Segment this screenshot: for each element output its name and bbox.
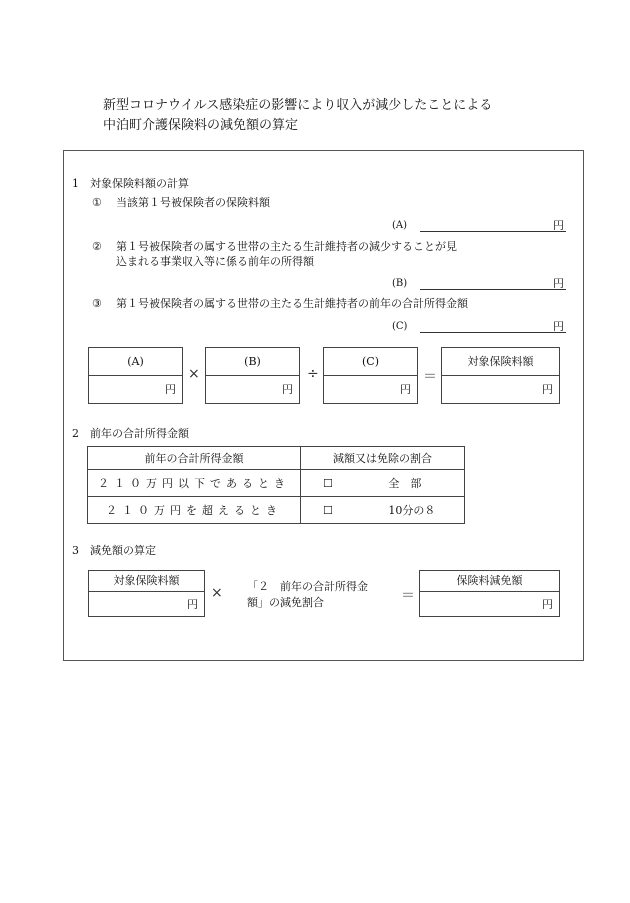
formula-box-c-unit: 円 <box>400 383 411 396</box>
reduction-box-reduced-premium[interactable] <box>419 570 560 617</box>
checkbox-icon[interactable]: ☐ <box>323 477 333 490</box>
reduction-ratio-reference-line2: 額」の減免割合 <box>247 596 324 609</box>
item2-amount-field[interactable] <box>420 275 566 290</box>
item3-text: 第１号被保険者の属する世帯の主たる生計維持者の前年の合計所得金額 <box>116 297 468 310</box>
section1-heading: 1 対象保険料額の計算 <box>72 177 189 190</box>
formula-box-target-header: 対象保険料額 <box>442 348 559 376</box>
reduction-box-reduced-unit: 円 <box>542 598 553 611</box>
formula-box-target-premium[interactable] <box>441 347 560 404</box>
calculation-frame <box>63 150 584 661</box>
formula-box-b[interactable] <box>205 347 300 404</box>
reduction-box-reduced-header: 保険料減免額 <box>420 571 559 592</box>
table-row2-income: ２１０万円を超えるとき <box>88 497 301 524</box>
table-row <box>88 497 465 524</box>
item1-unit: 円 <box>553 219 564 232</box>
multiply-operator-2: × <box>211 585 223 601</box>
formula-box-c-header: (C) <box>324 348 417 376</box>
formula-box-a-unit: 円 <box>165 383 176 396</box>
reduction-ratio-reference-line1: 「２ 前年の合計所得金 <box>247 580 368 593</box>
formula-box-target-unit: 円 <box>542 383 553 396</box>
item2-unit: 円 <box>553 277 564 290</box>
checkbox-icon[interactable]: ☐ <box>323 504 333 517</box>
divide-operator: ÷ <box>307 366 319 382</box>
item3-label: (C) <box>392 321 408 332</box>
item1-number: ① <box>92 196 102 209</box>
item2-text-continued: 込まれる事業収入等に係る前年の所得額 <box>116 255 314 268</box>
table-row <box>88 470 465 497</box>
formula-box-a[interactable] <box>88 347 183 404</box>
reduction-box-target-premium[interactable] <box>88 570 205 617</box>
item3-number: ③ <box>92 297 102 310</box>
item3-unit: 円 <box>553 320 564 333</box>
formula-box-b-unit: 円 <box>282 383 293 396</box>
table-row1-income: ２１０万円以下であるとき <box>88 470 301 497</box>
equals-operator: ＝ <box>423 369 437 385</box>
document-title-line2: 中泊町介護保険料の減免額の算定 <box>103 118 299 133</box>
item1-label: (A) <box>392 220 408 231</box>
formula-box-a-header: (A) <box>89 348 182 376</box>
table-row2-ratio-cell <box>301 497 465 524</box>
item1-amount-field[interactable] <box>420 217 566 232</box>
reduction-box-target-header: 対象保険料額 <box>89 571 204 592</box>
table-header-income: 前年の合計所得金額 <box>88 447 301 470</box>
item2-number: ② <box>92 240 102 253</box>
section2-heading: 2 前年の合計所得金額 <box>72 427 189 440</box>
multiply-operator: × <box>188 366 200 382</box>
formula-box-c[interactable] <box>323 347 418 404</box>
item2-text: 第１号被保険者の属する世帯の主たる生計維持者の減少することが見 <box>116 240 457 253</box>
reduction-box-target-unit: 円 <box>187 598 198 611</box>
item3-amount-field[interactable] <box>420 318 566 333</box>
formula-box-b-header: (B) <box>206 348 299 376</box>
item2-label: (B) <box>392 278 408 289</box>
table-row1-ratio-cell <box>301 470 465 497</box>
table-row1-ratio: 全 部 <box>388 477 422 490</box>
equals-operator-2: ＝ <box>401 588 415 604</box>
document-title-line1: 新型コロナウイルス感染症の影響により収入が減少したことによる <box>103 98 493 113</box>
table-header-ratio: 減額又は免除の割合 <box>301 447 465 470</box>
reduction-ratio-table <box>87 446 465 524</box>
table-row2-ratio: 10分の８ <box>388 504 436 517</box>
item1-text: 当該第１号被保険者の保険料額 <box>116 196 270 209</box>
section3-heading: 3 減免額の算定 <box>72 544 156 557</box>
table-header-row <box>88 447 465 470</box>
